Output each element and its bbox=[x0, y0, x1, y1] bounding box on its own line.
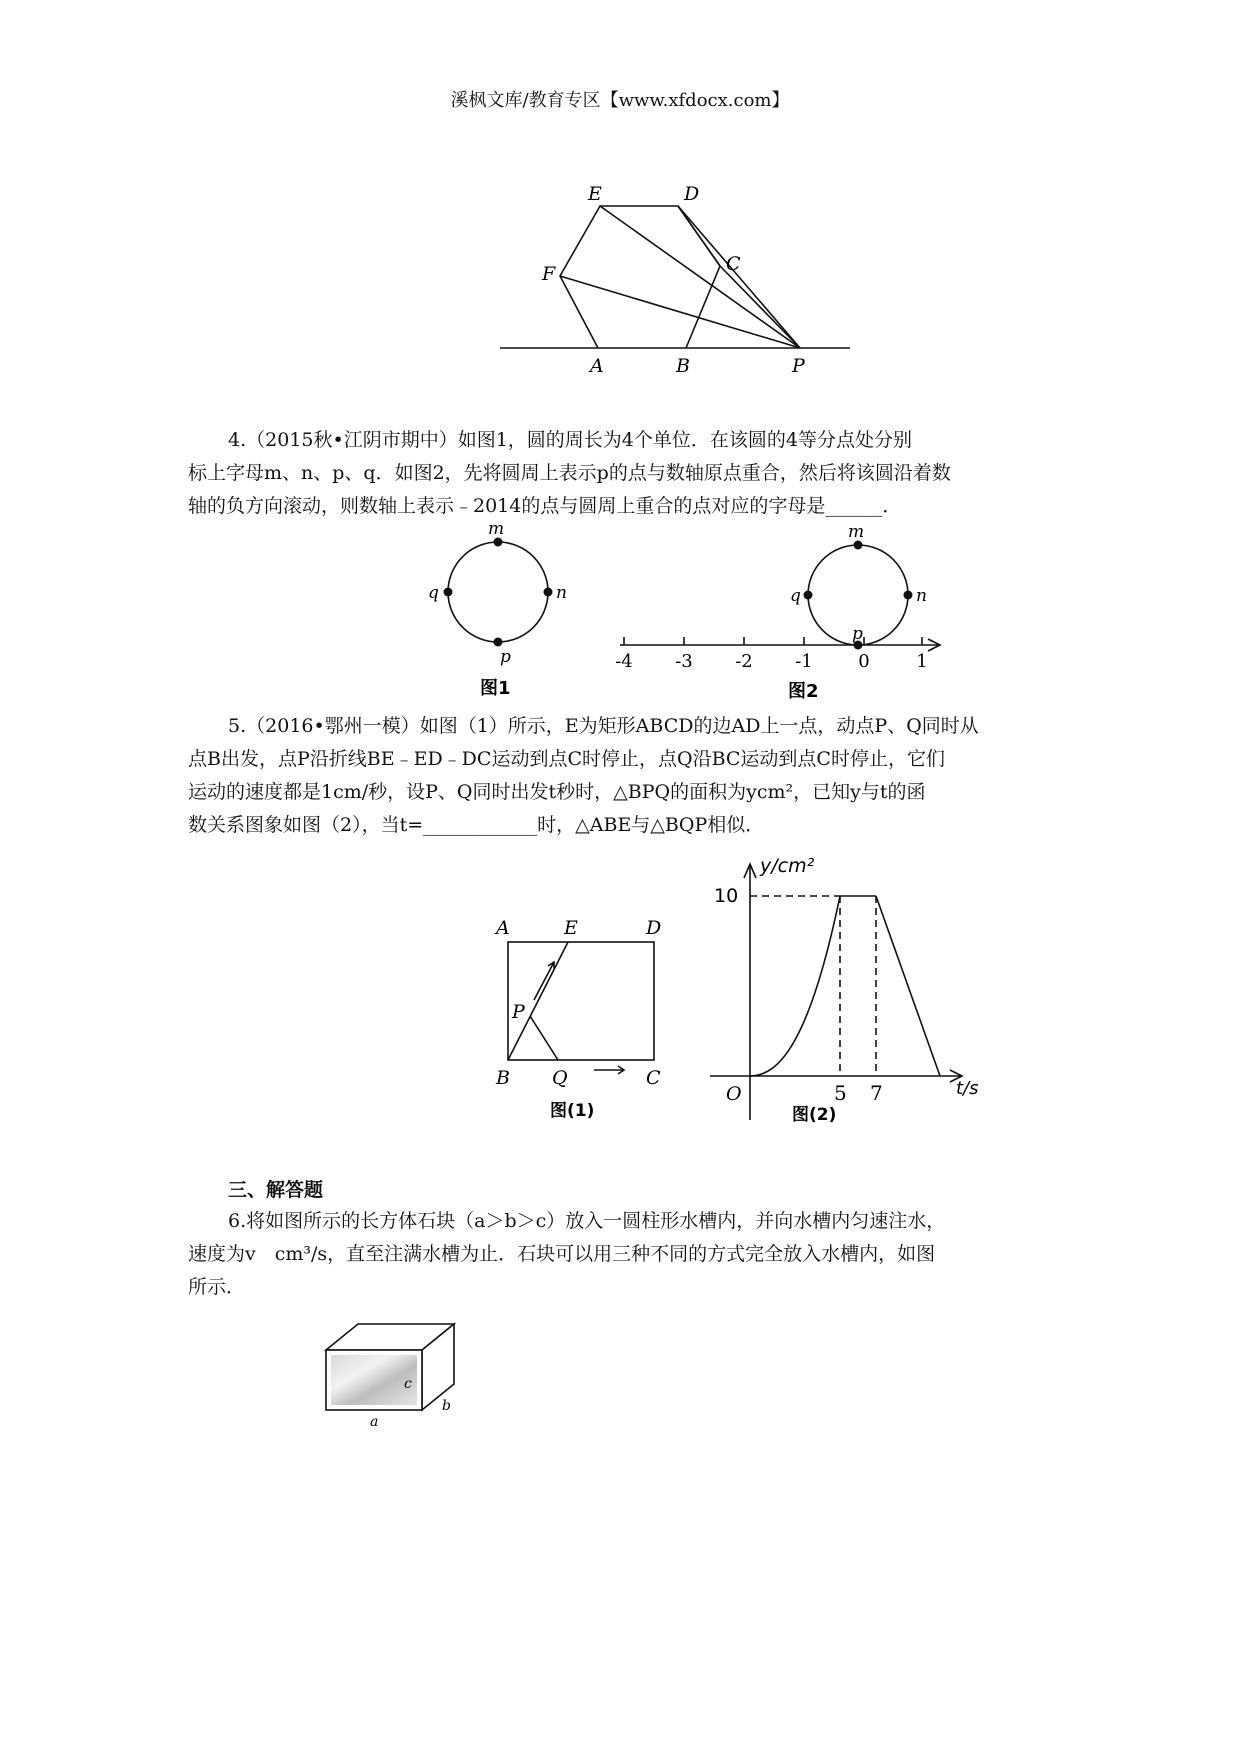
q5-figure-2 bbox=[700, 850, 1010, 1128]
y-value-10: 10 bbox=[714, 885, 739, 907]
label-B: B bbox=[676, 355, 690, 377]
x-tick-7: 7 bbox=[870, 1081, 883, 1105]
origin-label: O bbox=[726, 1083, 742, 1105]
q4-figure-1 bbox=[420, 522, 590, 702]
q6-number: 6. bbox=[228, 1210, 247, 1232]
q4-figure-2 bbox=[610, 515, 970, 705]
fig2-caption: 图2 bbox=[788, 681, 819, 702]
label-m: m bbox=[488, 522, 505, 539]
y-axis-label: y/cm² bbox=[760, 855, 815, 877]
label-D: D bbox=[684, 183, 700, 205]
tick-minus-4: -4 bbox=[615, 651, 633, 672]
fig1-caption: 图1 bbox=[480, 678, 511, 699]
q6-line-2: 速度为v cm³/s，直至注满水槽为止．石块可以用三种不同的方式完全放入水槽内，如图 bbox=[188, 1243, 936, 1265]
q5-number: 5. bbox=[228, 715, 247, 737]
q5-line-2: 点B出发，点P沿折线BE﹣ED﹣DC运动到点C时停止，点Q沿BC运动到点C时停止，它们 bbox=[188, 748, 945, 770]
label-p: p bbox=[500, 647, 511, 667]
cuboid-label-a: a bbox=[370, 1414, 379, 1428]
fig2-label-m: m bbox=[848, 522, 865, 542]
rect-label-E: E bbox=[564, 918, 578, 939]
label-P: P bbox=[792, 355, 805, 377]
tick-1: 1 bbox=[916, 651, 928, 672]
q5-line-4: 数关系图象如图（2），当t=____________时，△ABE与△BQP相似． bbox=[188, 814, 765, 836]
x-tick-5: 5 bbox=[834, 1081, 847, 1105]
q6-line-3: 所示． bbox=[188, 1276, 246, 1298]
label-q: q bbox=[428, 583, 439, 603]
rect-label-D: D bbox=[646, 918, 662, 939]
page-header: 溪枫文库/教育专区【www.xfdocx.com】 bbox=[450, 90, 790, 111]
q5-line-3: 运动的速度都是1cm/秒，设P、Q同时出发t秒时，△BPQ的面积为ycm²，已知y与t的函 bbox=[188, 781, 926, 803]
q4-line-1: （2015秋•江阴市期中）如图1，圆的周长为4个单位．在该圆的4等分点处分别 bbox=[246, 429, 912, 451]
q5-figure-1 bbox=[490, 918, 680, 1130]
label-F: F bbox=[542, 263, 556, 285]
q6-cuboid-figure bbox=[318, 1318, 468, 1428]
rect-label-B: B bbox=[496, 1067, 510, 1089]
label-n: n bbox=[556, 583, 567, 603]
q5-fig1-caption: 图(1) bbox=[550, 1101, 595, 1121]
tick-minus-3: -3 bbox=[675, 651, 693, 672]
label-E: E bbox=[588, 183, 602, 205]
q5-fig2-caption: 图(2) bbox=[792, 1105, 837, 1125]
x-axis-label: t/s bbox=[956, 1078, 979, 1099]
q6-line-1: 将如图所示的长方体石块（a＞b＞c）放入一圆柱形水槽内，并向水槽内匀速注水， bbox=[246, 1210, 946, 1232]
fig2-label-p: p bbox=[852, 624, 863, 644]
hexagon-figure bbox=[480, 180, 860, 380]
fig2-label-q: q bbox=[790, 586, 801, 606]
q5-line-1: （2016•鄂州一模）如图（1）所示，E为矩形ABCD的边AD上一点，动点P、Q同时从 bbox=[246, 715, 979, 737]
label-A: A bbox=[590, 355, 604, 377]
label-C: C bbox=[726, 253, 741, 275]
question-6 bbox=[188, 1205, 1058, 1304]
cuboid-label-c: c bbox=[404, 1376, 412, 1392]
question-4 bbox=[188, 424, 1058, 523]
rect-label-C: C bbox=[646, 1067, 661, 1089]
rect-label-P: P bbox=[512, 1001, 525, 1023]
fig2-label-n: n bbox=[916, 586, 927, 606]
q4-number: 4. bbox=[228, 429, 247, 451]
q4-line-2: 标上字母m、n、p、q．如图2，先将圆周上表示p的点与数轴原点重合，然后将该圆沿着数 bbox=[188, 462, 951, 484]
q4-line-3: 轴的负方向滚动，则数轴上表示﹣2014的点与圆周上重合的点对应的字母是______． bbox=[188, 495, 902, 517]
rect-label-A: A bbox=[496, 918, 510, 939]
question-5 bbox=[188, 710, 1058, 842]
tick-0: 0 bbox=[858, 651, 870, 672]
tick-minus-1: -1 bbox=[795, 651, 813, 672]
section-title: 三、解答题 bbox=[228, 1179, 324, 1201]
tick-minus-2: -2 bbox=[735, 651, 753, 672]
cuboid-label-b: b bbox=[442, 1398, 451, 1414]
rect-label-Q: Q bbox=[552, 1067, 568, 1089]
